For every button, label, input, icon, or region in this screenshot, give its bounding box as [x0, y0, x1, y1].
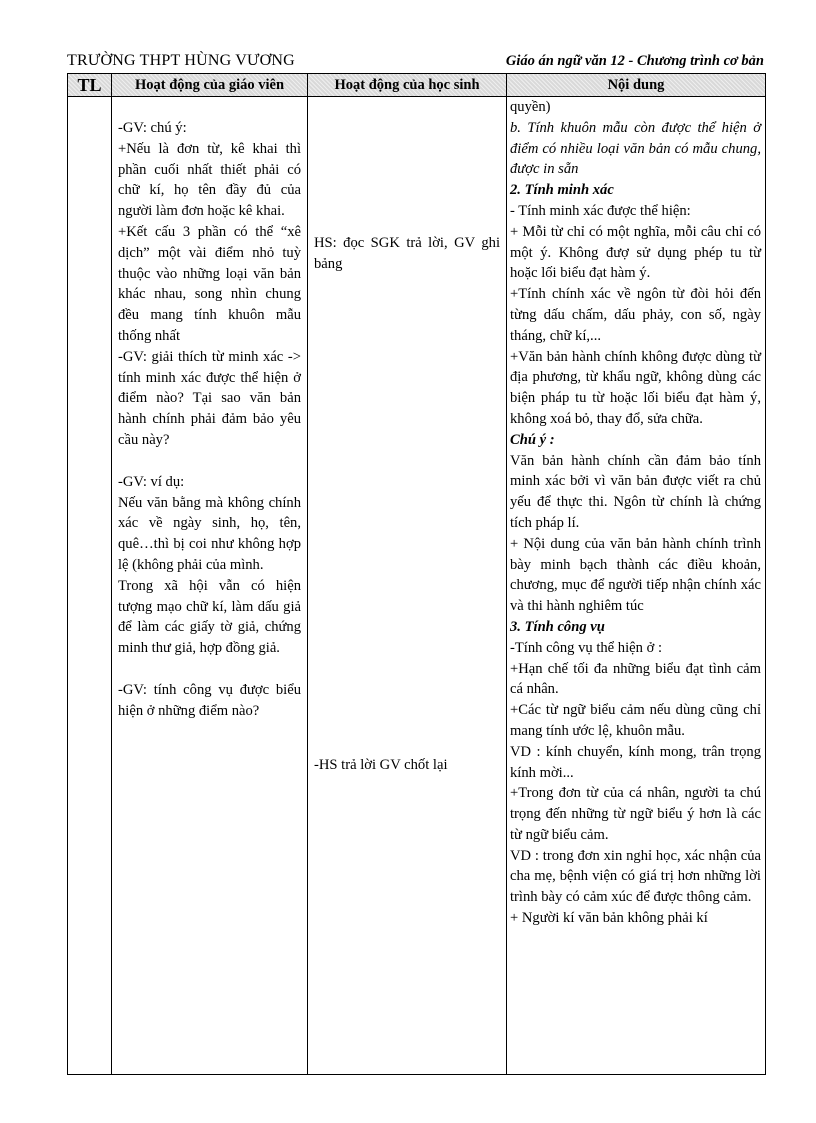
content-line: VD : trong đơn xin nghỉ học, xác nhận của cha mẹ, bệnh viện có giá trị hơn những lời trình bày có cảm xúc để được thông cảm.	[510, 847, 761, 906]
table-header-row	[68, 74, 766, 97]
teacher-note: Trong xã hội vẫn có hiện tượng mạo chữ kí, làm dấu giả để làm các giấy tờ giả, chứng minh thư giả, hợp đồng giả.	[118, 577, 301, 657]
teacher-note: -GV: tính công vụ được biểu hiện ở những điểm nào?	[118, 681, 301, 719]
content-line: -Tính công vụ thể hiện ở :	[510, 639, 663, 656]
note-heading: Chú ý :	[510, 431, 555, 448]
table-row	[68, 97, 766, 1075]
col-header-tl: TL	[68, 74, 112, 97]
col-header-content: Nội dung	[507, 74, 766, 97]
content-line: +Trong đơn từ của cá nhân, người ta chú trọng đến những từ ngữ biểu ý hơn là các từ ngữ biểu cảm.	[510, 785, 761, 843]
content-line: +Tính chính xác về ngôn từ đòi hỏi đến từng dấu chấm, dấu phảy, con số, ngày tháng, chữ kí,...	[510, 286, 761, 344]
teacher-activity-cell	[112, 97, 308, 1075]
student-activity-cell	[308, 97, 507, 1075]
col-header-student: Hoạt động của học sinh	[308, 74, 507, 97]
content-line: VD : kính chuyển, kính mong, trân trọng kính mời...	[510, 743, 761, 781]
teacher-note: +Nếu là đơn từ, kê khai thì phần cuối nhất thiết phải có chữ kí, họ tên đầy đủ của người làm đơn hoặc kê khai.	[118, 140, 301, 220]
page-header	[67, 52, 764, 72]
content-line: + Mỗi từ chỉ có một nghĩa, mỗi câu chỉ có một ý. Không đượ sử dụng phép tu từ hoặc lối biểu đạt hàm ý.	[510, 223, 761, 282]
teacher-note: +Kết cấu 3 phần có thể “xê dịch” một vài điểm nhỏ tuỳ thuộc vào những loại văn bản khác nhau, song nhìn chung đều mang tính khuôn mẫu thống nhất	[118, 223, 301, 344]
section-heading: 2. Tính minh xác	[510, 182, 614, 199]
content-line: + Người kí văn bản không phải kí	[510, 910, 708, 927]
school-name: TRƯỜNG THPT HÙNG VƯƠNG	[67, 52, 295, 69]
section-heading: 3. Tính công vụ	[510, 618, 605, 635]
student-note: -HS trả lời GV chốt lại	[314, 756, 448, 773]
content-line: + Nội dung của văn bản hành chính trình bày minh bạch thành các điều khoản, chương, mục để người tiếp nhận chính xác và thi hành nghiêm túc	[510, 535, 761, 615]
content-line: - Tính minh xác được thể hiện:	[510, 202, 691, 219]
course-title: Giáo án ngữ văn 12 - Chương trình cơ bản	[505, 53, 764, 69]
content-line: +Hạn chế tối đa những biểu đạt tình cảm cá nhân.	[510, 660, 761, 698]
content-line: +Văn bản hành chính không được dùng từ địa phương, từ khẩu ngữ, không dùng các biện pháp tu từ hoặc lối biểu đạt hàm ý, không xoá bỏ, thay đổ, sửa chữa.	[510, 348, 761, 427]
teacher-note: -GV: ví dụ:	[118, 473, 185, 490]
content-line: quyền)	[510, 99, 551, 115]
teacher-note: -GV: giải thích từ minh xác -> tính minh xác được thể hiện ở điểm nào? Tại sao văn bản hành chính phải đảm bảo yêu cầu này?	[118, 348, 301, 448]
col-header-teacher: Hoạt động của giáo viên	[112, 74, 308, 97]
time-cell	[68, 97, 112, 1075]
teacher-note: -GV: chú ý:	[118, 120, 187, 136]
lesson-plan-table	[67, 73, 766, 1075]
content-cell	[507, 97, 766, 1075]
content-line: b. Tính khuôn mẫu còn được thể hiện ở điểm có nhiều loại văn bản có mẫu chung, được in sẵn	[510, 119, 761, 178]
content-line: Văn bản hành chính cần đảm bảo tính minh xác bởi vì văn bản được viết ra chủ yếu để thực thi. Ngôn từ chính là chứng tích pháp lí.	[510, 452, 761, 531]
teacher-note: Nếu văn bằng mà không chính xác về ngày sinh, họ, tên, quê…thì bị coi như không hợp lệ (không phải của mình.	[118, 494, 301, 573]
student-note: HS: đọc SGK trả lời, GV ghi bảng	[314, 235, 500, 272]
content-line: +Các từ ngữ biểu cảm nếu dùng cũng chỉ mang tính ước lệ, khuôn mẫu.	[510, 702, 761, 739]
